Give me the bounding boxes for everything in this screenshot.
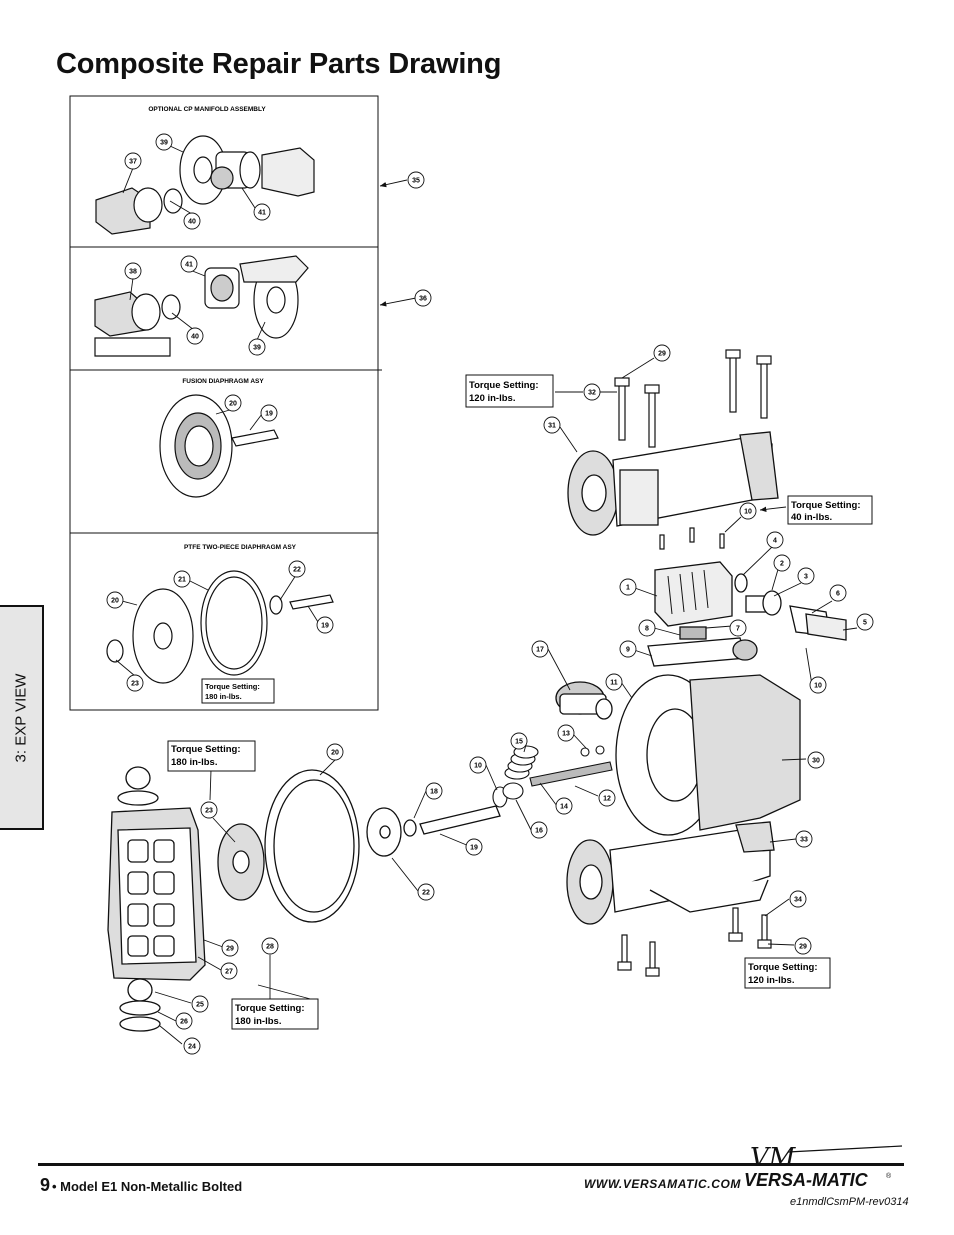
part-callout-c19a bbox=[261, 405, 277, 421]
part-callout-c41b bbox=[181, 256, 197, 272]
callout-number: 38 bbox=[129, 268, 137, 276]
section-tab-label: 3: EXP VIEW bbox=[12, 673, 30, 762]
callout-number: 41 bbox=[258, 209, 266, 217]
torque-note-4-line2: 180 in-lbs. bbox=[205, 692, 242, 701]
callout-number: 8 bbox=[645, 625, 649, 633]
part-callout-c11 bbox=[606, 674, 622, 690]
part-callout-c25 bbox=[192, 996, 208, 1012]
torque-note-3-line1: Torque Setting: bbox=[171, 744, 241, 755]
torque-note-2-line2: 40 in-lbs. bbox=[791, 512, 833, 523]
part-callout-c40a bbox=[184, 213, 200, 229]
part-callout-c30 bbox=[808, 752, 824, 768]
ptfe-diaphragm-title: PTFE TWO-PIECE DIAPHRAGM ASY bbox=[183, 544, 297, 551]
part-callout-c10a bbox=[740, 503, 756, 519]
callout-number: 30 bbox=[812, 757, 820, 765]
ptfe-diaphragm bbox=[107, 571, 333, 683]
callout-number: 29 bbox=[799, 943, 807, 951]
callout-number: 22 bbox=[422, 889, 430, 897]
part-callout-c16 bbox=[531, 822, 547, 838]
callout-number: 34 bbox=[794, 896, 802, 904]
callout-number: 23 bbox=[131, 680, 139, 688]
callout-number: 35 bbox=[412, 177, 420, 185]
torque-note-5-line1: Torque Setting: bbox=[235, 1003, 305, 1014]
callout-number: 13 bbox=[562, 730, 570, 738]
part-callout-c14 bbox=[556, 798, 572, 814]
part-callout-c10b bbox=[810, 677, 826, 693]
part-callout-c36 bbox=[415, 290, 431, 306]
part-callout-c37 bbox=[125, 153, 141, 169]
callout-number: 27 bbox=[225, 968, 233, 976]
part-callout-c3 bbox=[798, 568, 814, 584]
callout-number: 12 bbox=[603, 795, 611, 803]
callout-number: 1 bbox=[626, 584, 630, 592]
page-title: Composite Repair Parts Drawing bbox=[56, 48, 502, 80]
callout-number: 41 bbox=[185, 261, 193, 269]
model-name: • Model E1 Non-Metallic Bolted bbox=[52, 1179, 243, 1194]
callout-number: 14 bbox=[560, 803, 568, 811]
part-callout-c31 bbox=[544, 417, 560, 433]
callout-number: 19 bbox=[265, 410, 273, 418]
registered-mark: ® bbox=[886, 1173, 892, 1180]
callout-number: 40 bbox=[191, 333, 199, 341]
part-callout-c34 bbox=[790, 891, 806, 907]
callout-number: 7 bbox=[736, 625, 740, 633]
part-callout-c23a bbox=[127, 675, 143, 691]
part-callout-c17 bbox=[532, 641, 548, 657]
part-callout-c23b bbox=[201, 802, 217, 818]
part-callout-c29a bbox=[654, 345, 670, 361]
part-callout-c26 bbox=[176, 1013, 192, 1029]
callout-number: 15 bbox=[515, 738, 523, 746]
part-callout-c18 bbox=[426, 783, 442, 799]
callout-number: 3 bbox=[804, 573, 808, 581]
pilot-spool bbox=[493, 746, 612, 807]
cp-manifold-parts bbox=[96, 136, 314, 234]
part-callout-c21 bbox=[174, 571, 190, 587]
callout-number: 19 bbox=[470, 844, 478, 852]
fusion-diaphragm-title: FUSION DIAPHRAGM ASY bbox=[182, 378, 264, 385]
part-callout-c22b bbox=[418, 884, 434, 900]
callout-number: 39 bbox=[160, 139, 168, 147]
torque-note-6-line2: 120 in-lbs. bbox=[748, 975, 795, 986]
callout-number: 22 bbox=[293, 566, 301, 574]
part-callout-c20c bbox=[327, 744, 343, 760]
part-callout-c19c bbox=[466, 839, 482, 855]
part-callout-c9 bbox=[620, 641, 636, 657]
cp-manifold-title: OPTIONAL CP MANIFOLD ASSEMBLY bbox=[148, 106, 266, 113]
callout-number: 5 bbox=[863, 619, 867, 627]
callout-number: 20 bbox=[111, 597, 119, 605]
callout-number: 10 bbox=[474, 762, 482, 770]
part-callout-c8 bbox=[639, 620, 655, 636]
callout-number: 24 bbox=[188, 1043, 196, 1051]
callout-number: 29 bbox=[226, 945, 234, 953]
page-number: 9 bbox=[40, 1175, 51, 1195]
torque-note-2-line1: Torque Setting: bbox=[791, 500, 861, 511]
fusion-diaphragm bbox=[160, 395, 278, 497]
part-callout-c29b bbox=[795, 938, 811, 954]
callout-number: 19 bbox=[321, 622, 329, 630]
upper-manifold bbox=[568, 432, 778, 535]
liquid-chamber bbox=[108, 767, 205, 1031]
part-callout-c28 bbox=[262, 938, 278, 954]
callout-number: 10 bbox=[814, 682, 822, 690]
part-callout-c22a bbox=[289, 561, 305, 577]
callout-number: 16 bbox=[535, 827, 543, 835]
callout-number: 20 bbox=[229, 400, 237, 408]
callout-number: 33 bbox=[800, 836, 808, 844]
callout-number: 6 bbox=[836, 590, 840, 598]
callout-number: 11 bbox=[610, 679, 618, 687]
callout-number: 2 bbox=[780, 560, 784, 568]
part-callout-c20b bbox=[107, 592, 123, 608]
part-callout-c24 bbox=[184, 1038, 200, 1054]
part-callout-c13 bbox=[558, 725, 574, 741]
callout-number: 26 bbox=[180, 1018, 188, 1026]
logo-wordmark: VERSA-MATIC bbox=[744, 1170, 868, 1190]
part-callout-c2 bbox=[774, 555, 790, 571]
document-code: e1nmdlCsmPM-rev0314 bbox=[790, 1196, 909, 1208]
part-callout-c39a bbox=[156, 134, 172, 150]
part-callout-c20a bbox=[225, 395, 241, 411]
callout-number: 31 bbox=[548, 422, 556, 430]
callout-number: 23 bbox=[205, 807, 213, 815]
callout-number: 10 bbox=[744, 508, 752, 516]
part-callout-c10c bbox=[470, 757, 486, 773]
part-callout-c7 bbox=[730, 620, 746, 636]
part-callout-c12 bbox=[599, 790, 615, 806]
torque-note-3-line2: 180 in-lbs. bbox=[171, 757, 218, 768]
torque-note-1-line1: Torque Setting: bbox=[469, 380, 539, 391]
part-callout-c32 bbox=[584, 384, 600, 400]
part-callout-c35 bbox=[408, 172, 424, 188]
part-callout-c19b bbox=[317, 617, 333, 633]
callout-number: 25 bbox=[196, 1001, 204, 1009]
center-section bbox=[556, 640, 800, 835]
lower-manifold bbox=[567, 822, 774, 924]
callout-number: 18 bbox=[430, 788, 438, 796]
part-callout-c1 bbox=[620, 579, 636, 595]
callout-number: 9 bbox=[626, 646, 630, 654]
torque-note-6-line1: Torque Setting: bbox=[748, 962, 818, 973]
part-callout-c5 bbox=[857, 614, 873, 630]
callout-number: 32 bbox=[588, 389, 596, 397]
callout-number: 37 bbox=[129, 158, 137, 166]
callout-number: 17 bbox=[536, 646, 544, 654]
part-callout-c41a bbox=[254, 204, 270, 220]
torque-note-4-line1: Torque Setting: bbox=[205, 682, 260, 691]
part-callout-c39b bbox=[249, 339, 265, 355]
website-link[interactable]: WWW.VERSAMATIC.COM bbox=[584, 1177, 741, 1191]
callout-number: 39 bbox=[253, 344, 261, 352]
torque-note-5-line2: 180 in-lbs. bbox=[235, 1016, 282, 1027]
callout-number: 36 bbox=[419, 295, 427, 303]
torque-note-1-line2: 120 in-lbs. bbox=[469, 393, 516, 404]
callout-number: 21 bbox=[178, 576, 186, 584]
callout-number: 28 bbox=[266, 943, 274, 951]
part-callout-c33 bbox=[796, 831, 812, 847]
callout-number: 4 bbox=[773, 537, 777, 545]
part-callout-c6 bbox=[830, 585, 846, 601]
part-callout-c27 bbox=[221, 963, 237, 979]
part-callout-c4 bbox=[767, 532, 783, 548]
part-callout-c40b bbox=[187, 328, 203, 344]
diaphragm-assembly bbox=[218, 770, 500, 922]
callout-number: 20 bbox=[331, 749, 339, 757]
versa-matic-logo bbox=[742, 1140, 912, 1190]
part-callout-c38 bbox=[125, 263, 141, 279]
callout-number: 40 bbox=[188, 218, 196, 226]
part-callout-c15 bbox=[511, 733, 527, 749]
part-callout-c29c bbox=[222, 940, 238, 956]
callout-number: 29 bbox=[658, 350, 666, 358]
logo-mark: VM bbox=[750, 1143, 796, 1173]
